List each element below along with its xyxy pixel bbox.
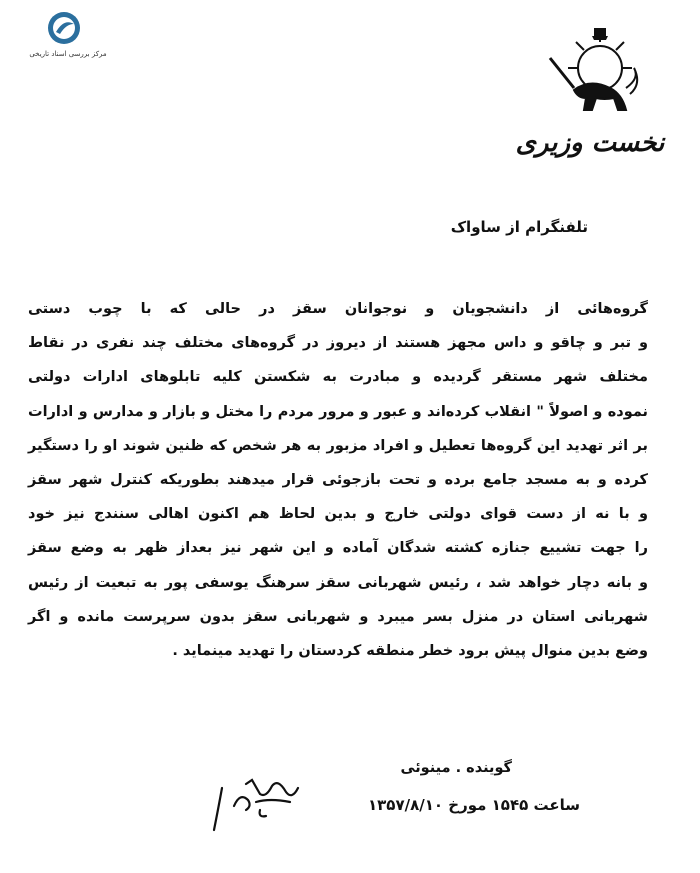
body-line: گروه‌هائی از دانشجویان و نوجوانان سقز در حالی که با چوب دستی <box>28 301 648 317</box>
body-line: کرده و به مسجد جامع برده و تحت بازجوئی قرار میدهند بطوریکه کنترل شهر سقز <box>28 471 648 488</box>
date-time-line: ساعت ۱۵۴۵ مورخ ۱۳۵۷/۸/۱۰ <box>368 796 580 814</box>
archive-logo <box>18 10 118 60</box>
handwritten-signature <box>200 770 310 840</box>
body-line: وضع بدین منوال پیش برود خطر منطقه کردستان را تهدید مینماید . <box>172 642 648 659</box>
document-body <box>28 292 648 668</box>
body-line: را جهت تشییع جنازه کشته شدگان آماده و این شهر نیز بعداز ظهر به وضع سقز <box>28 540 648 557</box>
ministry-title: نخست وزیری <box>515 128 665 158</box>
speaker-line: گوینده . مینوئی <box>400 760 512 776</box>
archive-circle-icon <box>46 10 82 46</box>
body-line: و با نه از دست قوای دولتی خارج و بدین لحاظ هم اکنون اهالی سنندج نیز خود <box>28 506 648 523</box>
body-line: شهربانی استان در منزل بسر میبرد و شهربانی سقز بدون سرپرست مانده و اگر <box>28 608 648 625</box>
body-line: و بانه دچار خواهد شد ، رئیس شهربانی سقز سرهنگ یوسفی پور به تبعیت از رئیس <box>28 574 648 591</box>
body-line: نموده و اصولاً " انقلاب کرده‌اند و عبور و مرور مردم را مختل و بازار و مدارس و ادارات <box>28 403 648 420</box>
body-line: و تبر و چاقو و داس مجهز هستند از دیروز در گروه‌های مختلف چند نفری در نقاط <box>28 335 648 352</box>
body-line: بر اثر تهدید این گروه‌ها تعطیل و افراد مزبور به هر شخص که ظنین شوند او را دستگیر <box>28 437 648 454</box>
document-heading: تلفنگرام از ساواک <box>450 218 588 236</box>
archive-name: مرکز بررسی اسناد تاریخی <box>29 50 107 58</box>
body-line: مختلف شهر مستقر گردیده و مبادرت به شکستن کلیه تابلوهای ادارات دولتی <box>28 369 648 386</box>
lion-and-sun-emblem-icon <box>530 28 650 128</box>
